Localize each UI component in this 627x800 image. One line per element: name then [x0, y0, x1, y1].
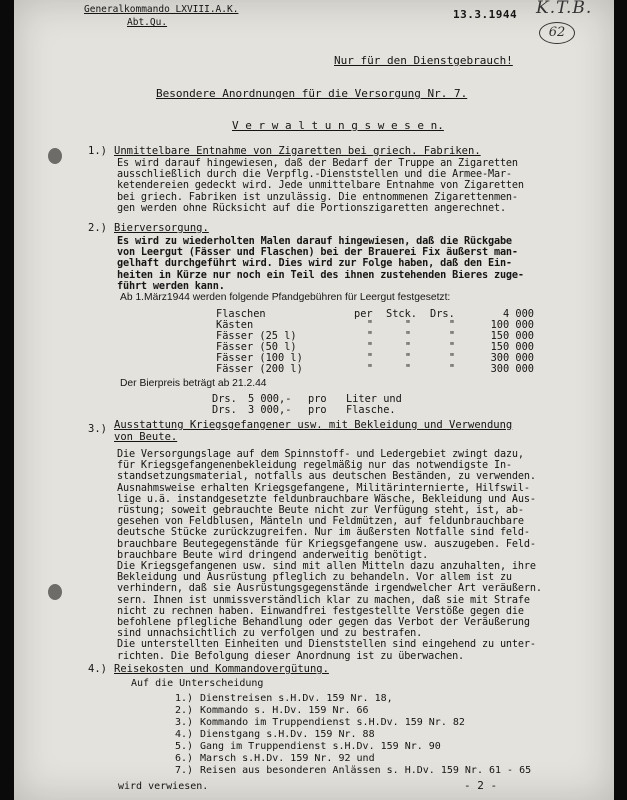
price-currency: Drs.	[212, 393, 237, 405]
list-item: Marsch s.H.Dv. 159 Nr. 92 und	[200, 753, 375, 764]
text-line: Die Kriegsgefangenen usw. sind mit allen Mitteln dazu anzuhalten, ihre	[117, 561, 536, 573]
list-number: 1.)	[175, 693, 194, 704]
document-date: 13.3.1944	[453, 8, 518, 21]
list-item: Reisen aus besonderen Anlässen s. H.Dv. 159 Nr. 61 - 65	[200, 765, 532, 776]
document-title: Besondere Anordnungen für die Versorgung Nr. 7.	[156, 87, 468, 100]
fee-item: Fässer (25 l)	[216, 330, 297, 342]
section-1-number: 1.)	[88, 145, 107, 157]
text-line: gesehen von Feldblusen, Mänteln und Feldmützen, auf feldunbrauchbare	[117, 516, 524, 528]
text-line: Es wird darauf hingewiesen, daß der Bedarf der Truppe an Zigaretten	[117, 158, 518, 169]
price-per: pro	[308, 393, 327, 405]
fee-amount: 4 000	[503, 308, 534, 320]
section-3-title: Ausstattung Kriegsgefangener usw. mit Bekleidung und Verwendung	[114, 419, 513, 431]
text-line: gen werden ohne Rücksicht auf die Portionszigaretten angerechnet.	[117, 202, 506, 214]
text-line: für Kriegsgefangenenbekleidung regelmäßig nur das notwendigste In-	[117, 460, 512, 472]
list-number: 5.)	[175, 741, 194, 752]
text-line: bei griech. Fabriken ist unzulässig. Die entnommenen Zigarettenmen-	[117, 191, 518, 203]
fee-per: per	[354, 308, 373, 320]
text-line: Ausnahmsweise erhalten Kriegsgefangene, Militärinternierte, Hilfswil-	[117, 482, 530, 494]
fee-amount: 300 000	[490, 363, 534, 375]
text-line: sind unnachsichtlich zu verfolgen und zu bestrafen.	[117, 628, 423, 640]
fee-per: "	[366, 341, 374, 353]
fee-per: "	[366, 319, 374, 331]
fee-per: "	[366, 330, 374, 342]
text-line: deutsche Stücke zurückzugreifen. Nur im äußersten Notfalle sind feld-	[117, 527, 530, 539]
fee-currency: Drs.	[430, 308, 455, 320]
text-line: richten. Die Befolgung dieser Anordnung ist zu überwachen.	[117, 650, 465, 662]
fee-item: Fässer (200 l)	[216, 363, 303, 375]
text-line: brauchbare Beutegegenstände für Kriegsgefangene usw. auszugeben. Feld-	[117, 538, 536, 550]
text-line: befohlene pflegliche Behandlung oder gegen das Verbot der Veräußerung	[117, 617, 530, 629]
text-line: nicht zu rechnen haben. Einwandfrei festgestellte Verstöße gegen die	[117, 605, 524, 617]
fee-currency: "	[448, 319, 456, 331]
price-unit: Flasche.	[346, 404, 396, 416]
department-header: Abt.Qu.	[127, 17, 168, 28]
document-page	[14, 0, 614, 800]
fee-amount: 100 000	[490, 319, 534, 331]
list-number: 6.)	[175, 753, 194, 764]
section-3-title-cont: von Beute.	[114, 431, 178, 443]
text-line: Die unterstellten Einheiten und Dienststellen sind eingehend zu unter-	[117, 639, 536, 651]
fee-currency: "	[448, 330, 456, 342]
closing-text: wird verwiesen.	[118, 781, 209, 792]
text-line: sern. Ihnen ist unmissverständlich klar zu machen, daß sie mit Strafe	[117, 594, 530, 606]
list-item: Kommando s. H.Dv. 159 Nr. 66	[200, 705, 369, 716]
text-line: brauchbare Beute wird dringend anderweitig benötigt.	[117, 549, 429, 561]
fee-currency: "	[448, 352, 456, 364]
fee-currency: "	[448, 341, 456, 353]
text-line: lige u.ä. instandgesetzte feldunbrauchbare Wäsche, Bekleidung und Aus-	[117, 493, 536, 505]
price-currency: Drs.	[212, 404, 237, 416]
handwritten-mark: K.T.B.	[536, 0, 593, 18]
punch-hole-bottom	[48, 584, 62, 600]
fee-currency: "	[448, 363, 456, 375]
text-line: ketendereien gedeckt wird. Jede unmittelbare Entnahme von Zigaretten	[117, 180, 524, 192]
fee-unit: "	[404, 319, 412, 331]
list-item: Gang im Truppendienst s.H.Dv. 159 Nr. 90	[200, 741, 441, 752]
section-3-body	[117, 449, 595, 662]
list-number: 3.)	[175, 717, 194, 728]
text-line: standsetzungsmaterial, notfalls aus deutschen Beständen, zu verwenden.	[117, 471, 536, 483]
section-2-body	[117, 236, 595, 292]
list-item: Dienstgang s.H.Dv. 159 Nr. 88	[200, 729, 375, 740]
section-1-title: Unmittelbare Entnahme von Zigaretten bei griech. Fabriken.	[114, 145, 481, 157]
section-4-title: Reisekosten und Kommandovergütung.	[114, 663, 329, 675]
classification-note: Nur für den Dienstgebrauch!	[334, 54, 513, 67]
circled-number-text: 62	[548, 25, 566, 40]
text-line: Bekleidung und Ausrüstung pfleglich zu behandeln. Vor allem ist zu	[117, 572, 512, 584]
fee-item: Kästen	[216, 319, 254, 331]
section-4-number: 4.)	[88, 663, 107, 675]
text-line: gelhaft durchgeführt wird. Dies wird zur Folge haben, daß den Ein-	[117, 258, 512, 270]
price-unit: Liter und	[346, 393, 402, 405]
page-number: - 2 -	[464, 779, 498, 792]
text-line: Die Versorgungslage auf dem Spinnstoff- und Ledergebiet zwingt dazu,	[117, 449, 524, 460]
beer-price-intro: Der Bierpreis beträgt ab 21.2.44	[120, 378, 267, 389]
text-line: ausschließlich durch die Verpflg.-Dienststellen und die Armee-Mar-	[117, 169, 512, 181]
fee-per: "	[366, 363, 374, 375]
text-line: verhindern, daß sie Ausrüstungsgegenstände irgendwelcher Art veräußern.	[117, 583, 542, 595]
text-line: von Leergut (Fässer und Flaschen) bei der Brauerei Fix äußerst man-	[117, 247, 518, 259]
fee-unit: Stck.	[386, 308, 417, 320]
fee-row	[216, 363, 534, 375]
fee-item: Fässer (100 l)	[216, 352, 303, 364]
price-row	[212, 404, 396, 416]
fee-unit: "	[404, 330, 412, 342]
fee-amount: 150 000	[490, 330, 534, 342]
text-line: heiten in Kürze nur noch ein Teil des ihnen zustehenden Bieres zuge-	[117, 269, 524, 281]
fee-unit: "	[404, 341, 412, 353]
section-3-number: 3.)	[88, 423, 107, 435]
section-1-body	[117, 158, 595, 214]
punch-hole-top	[48, 148, 62, 164]
document-subtitle: V e r w a l t u n g s w e s e n.	[232, 119, 444, 132]
fee-unit: "	[404, 363, 412, 375]
fee-amount: 150 000	[490, 341, 534, 353]
section-2-number: 2.)	[88, 222, 107, 234]
text-line: führt werden kann.	[117, 280, 225, 292]
command-header: Generalkommando LXVIII.A.K.	[84, 4, 239, 15]
section-4-intro: Auf die Unterscheidung	[131, 678, 264, 689]
list-item: Kommando im Truppendienst s.H.Dv. 159 Nr. 82	[200, 717, 465, 728]
text-line: Es wird zu wiederholten Malen darauf hingewiesen, daß die Rückgabe	[117, 236, 512, 247]
fee-item: Fässer (50 l)	[216, 341, 297, 353]
text-line: rüstung; soweit gebrauchte Beute nicht zur Verfügung steht, ist, ab-	[117, 505, 524, 517]
list-number: 4.)	[175, 729, 194, 740]
fee-amount: 300 000	[490, 352, 534, 364]
list-number: 2.)	[175, 705, 194, 716]
circled-page-number	[539, 22, 575, 44]
list-item: Dienstreisen s.H.Dv. 159 Nr. 18,	[200, 693, 393, 704]
fee-intro: Ab 1.März1944 werden folgende Pfandgebühren für Leergut festgesetzt:	[120, 292, 451, 303]
list-number: 7.)	[175, 765, 194, 776]
price-per: pro	[308, 404, 327, 416]
fee-unit: "	[404, 352, 412, 364]
price-amount: 5 000,-	[248, 393, 292, 405]
price-amount: 3 000,-	[248, 404, 292, 416]
section-2-title: Bierversorgung.	[114, 222, 209, 234]
fee-per: "	[366, 352, 374, 364]
fee-item: Flaschen	[216, 308, 266, 320]
